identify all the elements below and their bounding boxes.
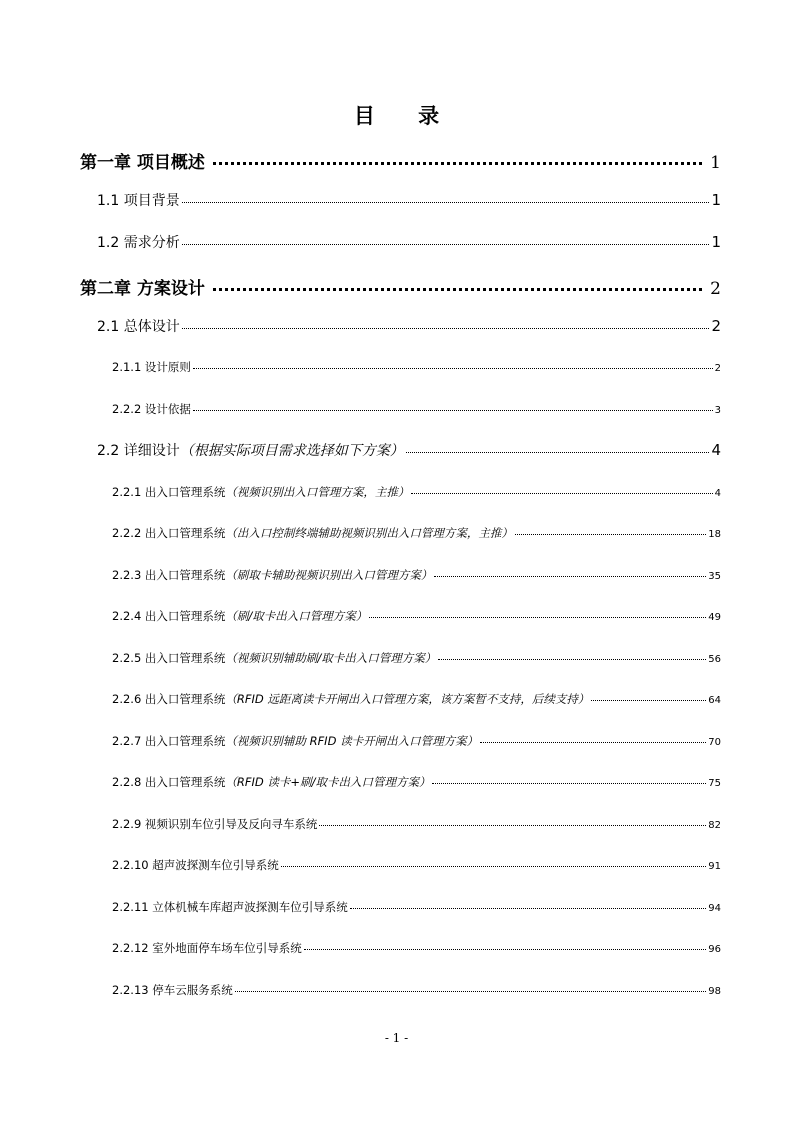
toc-entry-label: 2.2.2 设计依据	[112, 402, 191, 416]
toc-entry[interactable]	[97, 440, 721, 460]
toc-entry-page: 1	[710, 153, 721, 173]
toc-entry[interactable]	[112, 484, 721, 500]
toc-entry-note: （根据实际项目需求选择如下方案）	[179, 443, 404, 459]
toc-entry-label: 2.2.10 超声波探测车位引导系统	[112, 858, 279, 872]
toc-entry-note: （视频识别辅助 RFID 读卡开闸出入口管理方案）	[225, 734, 479, 748]
toc-entry-label: 2.2.4 出入口管理系统	[112, 609, 226, 623]
toc-entry-label: 2.2.9 视频识别车位引导及反向寻车系统	[112, 817, 318, 831]
toc-leader-dots	[304, 949, 707, 950]
toc-leader-dots	[515, 534, 706, 535]
toc-entry-page: 96	[708, 944, 721, 955]
toc-entry-page: 64	[708, 695, 721, 706]
toc-entry-label: 2.2.6 出入口管理系统	[112, 692, 226, 706]
toc-entry[interactable]	[112, 401, 721, 417]
toc-entry[interactable]	[80, 274, 721, 299]
toc-leader-dots	[319, 825, 706, 826]
toc-leader-dots	[411, 493, 712, 494]
toc-entry[interactable]	[80, 148, 721, 173]
toc-entry[interactable]	[112, 359, 721, 375]
toc-entry[interactable]	[112, 774, 721, 790]
toc-entry-label: 2.2.3 出入口管理系统	[112, 568, 226, 582]
toc-leader-dots	[193, 410, 713, 411]
toc-entry[interactable]	[112, 650, 721, 666]
toc-leader-dots	[369, 617, 706, 618]
toc-entry[interactable]	[112, 982, 721, 998]
toc-leader-dots	[438, 659, 706, 660]
toc-entry-note: （出入口控制终端辅助视频识别出入口管理方案，主推）	[225, 526, 513, 540]
toc-entry-page: 2	[714, 363, 721, 374]
toc-entry[interactable]	[97, 316, 721, 336]
toc-entry-page: 75	[708, 778, 721, 789]
toc-entry-note: （视频识别出入口管理方案，主推）	[225, 485, 410, 499]
toc-entry[interactable]	[112, 857, 721, 873]
toc-leader-dots	[281, 866, 707, 867]
toc-entry-label: 2.1 总体设计	[97, 319, 180, 335]
toc-entry-label: 2.2.13 停车云服务系统	[112, 983, 233, 997]
toc-entry-label: 2.2.11 立体机械车库超声波探测车位引导系统	[112, 900, 348, 914]
toc-leader-dots	[213, 162, 702, 165]
toc-leader-dots	[480, 742, 706, 743]
toc-entry-label: 1.2 需求分析	[97, 235, 180, 251]
toc-entry-label: 第一章 项目概述	[80, 153, 205, 173]
toc-leader-dots	[434, 576, 706, 577]
toc-entry-page: 35	[708, 571, 721, 582]
toc-entry[interactable]	[112, 816, 721, 832]
toc-entry-page: 98	[708, 986, 721, 997]
toc-entry-label: 2.2.2 出入口管理系统	[112, 526, 226, 540]
toc-leader-dots	[591, 700, 706, 701]
toc-entry-label: 1.1 项目背景	[97, 193, 180, 209]
toc-entry-label: 2.2.1 出入口管理系统	[112, 485, 226, 499]
toc-entry-label: 2.1.1 设计原则	[112, 360, 191, 374]
toc-entry-page: 2	[710, 279, 721, 299]
toc-title: 目 录	[353, 104, 458, 128]
toc-entry-page: 1	[711, 191, 721, 209]
toc-entry-label: 2.2.12 室外地面停车场车位引导系统	[112, 941, 302, 955]
toc-entry-page: 56	[708, 654, 721, 665]
toc-entry[interactable]	[112, 608, 721, 624]
toc-entry-page: 82	[708, 820, 721, 831]
toc-entry[interactable]	[97, 190, 721, 210]
toc-entry-note: （视频识别辅助刷/取卡出入口管理方案）	[225, 651, 437, 665]
toc-entry[interactable]	[112, 899, 721, 915]
toc-entry-page: 1	[711, 233, 721, 251]
toc-entry[interactable]	[112, 525, 721, 541]
toc-entry-page: 2	[711, 317, 721, 335]
toc-entry-page: 4	[711, 441, 721, 459]
toc-entry-page: 70	[708, 737, 721, 748]
toc-entry-note: （刷/取卡出入口管理方案）	[225, 609, 368, 623]
toc-entry-label: 第二章 方案设计	[80, 279, 205, 299]
toc-leader-dots	[350, 908, 707, 909]
toc-entry[interactable]	[112, 733, 721, 749]
toc-leader-dots	[406, 452, 710, 453]
toc-entry-label: 2.2 详细设计	[97, 443, 180, 459]
toc-entry-label: 2.2.5 出入口管理系统	[112, 651, 226, 665]
toc-leader-dots	[235, 991, 707, 992]
toc-entry-label: 2.2.8 出入口管理系统	[112, 775, 226, 789]
toc-entry-note: （RFID 远距离读卡开闸出入口管理方案，该方案暂不支持，后续支持）	[225, 692, 590, 706]
toc-entry[interactable]	[97, 232, 721, 252]
toc-leader-dots	[182, 328, 710, 329]
toc-entry-page: 91	[708, 861, 721, 872]
toc-entry-page: 18	[708, 529, 721, 540]
toc-entry[interactable]	[112, 567, 721, 583]
toc-entry-page: 4	[714, 488, 721, 499]
page-number: - 1 -	[384, 1031, 409, 1045]
toc-entry[interactable]	[112, 691, 721, 707]
toc-entry-note: （RFID 读卡+刷/取卡出入口管理方案）	[225, 775, 431, 789]
toc-leader-dots	[182, 202, 710, 203]
toc-entry-page: 49	[708, 612, 721, 623]
toc-entry-note: （刷取卡辅助视频识别出入口管理方案）	[225, 568, 433, 582]
toc-leader-dots	[193, 368, 713, 369]
toc-leader-dots	[432, 783, 706, 784]
toc-leader-dots	[213, 288, 702, 291]
toc-entry-label: 2.2.7 出入口管理系统	[112, 734, 226, 748]
toc-entry-page: 3	[714, 405, 721, 416]
toc-entry[interactable]	[112, 940, 721, 956]
toc-leader-dots	[182, 244, 710, 245]
toc-entry-page: 94	[708, 903, 721, 914]
